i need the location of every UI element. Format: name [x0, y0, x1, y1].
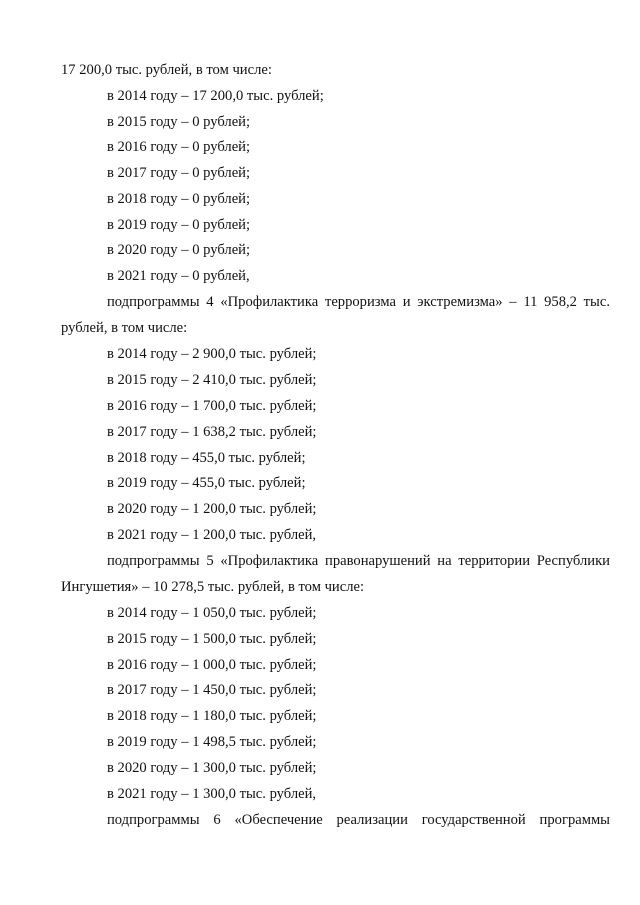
- text-line-25: в 2017 году – 1 450,0 тыс. рублей;: [107, 682, 317, 698]
- text-line-3: в 2015 году – 0 рублей;: [107, 114, 251, 130]
- text-line-17: в 2019 году – 455,0 тыс. рублей;: [107, 475, 306, 491]
- text-line-20: подпрограммы 5 «Профилактика правонарушений на территории Республики: [107, 553, 610, 569]
- text-line-24: в 2016 году – 1 000,0 тыс. рублей;: [107, 657, 317, 673]
- text-line-30: подпрограммы 6 «Обеспечение реализации государственной программы: [107, 812, 610, 828]
- text-line-5: в 2017 году – 0 рублей;: [107, 165, 251, 181]
- text-line-28: в 2020 году – 1 300,0 тыс. рублей;: [107, 760, 317, 776]
- text-line-15: в 2017 году – 1 638,2 тыс. рублей;: [107, 424, 317, 440]
- text-line-26: в 2018 году – 1 180,0 тыс. рублей;: [107, 708, 317, 724]
- text-line-4: в 2016 году – 0 рублей;: [107, 139, 251, 155]
- text-line-7: в 2019 году – 0 рублей;: [107, 217, 251, 233]
- text-line-2: в 2014 году – 17 200,0 тыс. рублей;: [107, 88, 324, 104]
- text-line-22: в 2014 году – 1 050,0 тыс. рублей;: [107, 605, 317, 621]
- text-line-1: 17 200,0 тыс. рублей, в том числе:: [61, 62, 272, 78]
- text-line-29: в 2021 году – 1 300,0 тыс. рублей,: [107, 786, 317, 802]
- text-line-23: в 2015 году – 1 500,0 тыс. рублей;: [107, 631, 317, 647]
- text-line-14: в 2016 году – 1 700,0 тыс. рублей;: [107, 398, 317, 414]
- text-line-6: в 2018 году – 0 рублей;: [107, 191, 251, 207]
- text-line-12: в 2014 году – 2 900,0 тыс. рублей;: [107, 346, 317, 362]
- text-line-11: рублей, в том числе:: [61, 320, 188, 336]
- text-line-19: в 2021 году – 1 200,0 тыс. рублей,: [107, 527, 317, 543]
- text-line-16: в 2018 году – 455,0 тыс. рублей;: [107, 450, 306, 466]
- text-line-21: Ингушетия» – 10 278,5 тыс. рублей, в том числе:: [61, 579, 365, 595]
- text-line-8: в 2020 году – 0 рублей;: [107, 242, 251, 258]
- text-line-13: в 2015 году – 2 410,0 тыс. рублей;: [107, 372, 317, 388]
- text-line-27: в 2019 году – 1 498,5 тыс. рублей;: [107, 734, 317, 750]
- text-line-10: подпрограммы 4 «Профилактика терроризма и экстремизма» – 11 958,2 тыс.: [107, 294, 610, 310]
- text-line-18: в 2020 году – 1 200,0 тыс. рублей;: [107, 501, 317, 517]
- text-line-9: в 2021 году – 0 рублей,: [107, 268, 250, 284]
